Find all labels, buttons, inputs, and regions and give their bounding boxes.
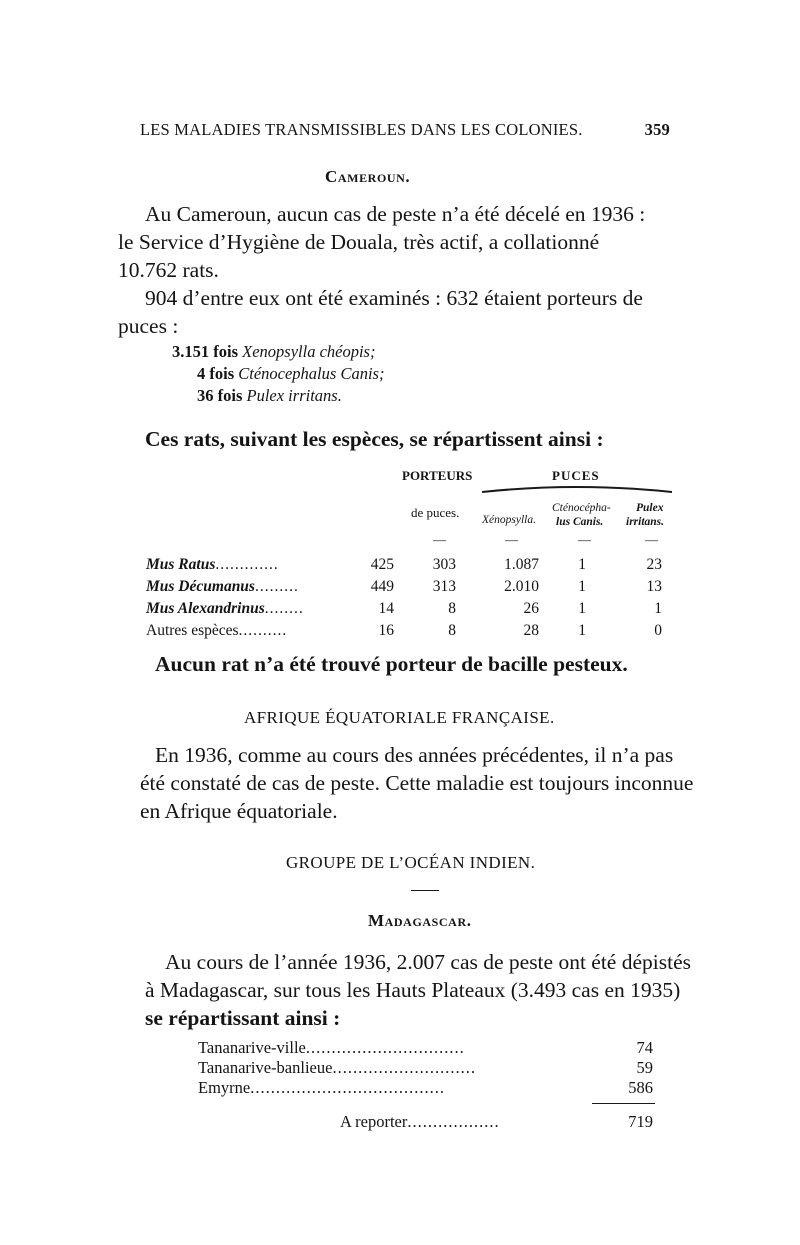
table-subheader-cteno-1: Cténocépha- bbox=[552, 502, 611, 514]
table-subheader-xeno: Xénopsylla. bbox=[482, 514, 536, 526]
table-intro: Ces rats, suivant les espèces, se répartissent ainsi : bbox=[145, 427, 604, 451]
section-heading-madagascar: Madagascar. bbox=[368, 911, 472, 930]
brace-rule bbox=[482, 484, 672, 496]
section-heading-cameroun: Cameroun. bbox=[325, 167, 411, 186]
paragraph-line: en Afrique équatoriale. bbox=[140, 799, 338, 823]
table-subheader-pulex-2: irritans. bbox=[626, 516, 665, 528]
total-rule bbox=[592, 1103, 655, 1104]
table-row: Autres espèces.......... 16 8 28 1 0 bbox=[146, 622, 662, 639]
table-row: Mus Décumanus......... 449 313 2.010 1 13 bbox=[146, 578, 662, 595]
list-item: Tananarive-ville............................... 74 bbox=[198, 1038, 653, 1057]
paragraph-line: se répartissant ainsi : bbox=[145, 1006, 341, 1030]
table-row: Mus Alexandrinus........ 14 8 26 1 1 bbox=[146, 600, 662, 617]
paragraph-line: 10.762 rats. bbox=[118, 258, 219, 282]
paragraph-line: 904 d’entre eux ont été examinés : 632 étaient porteurs de bbox=[145, 286, 643, 310]
page-number: 359 bbox=[644, 120, 670, 139]
table-subheader-pulex-1: Pulex bbox=[636, 502, 664, 514]
section-divider bbox=[411, 890, 439, 891]
list-item: Emyrne...................................... 586 bbox=[198, 1078, 653, 1097]
table-dash: — bbox=[645, 532, 658, 547]
table-row: Mus Ratus............. 425 303 1.087 1 23 bbox=[146, 556, 662, 573]
flea-list-item: 3.151 fois Xenopsylla chéopis; bbox=[172, 342, 376, 361]
list-item: Tananarive-banlieue............................ 59 bbox=[198, 1058, 653, 1077]
section-heading-ocean-indien: GROUPE DE L’OCÉAN INDIEN. bbox=[286, 853, 536, 872]
running-header-title: LES MALADIES TRANSMISSIBLES DANS LES COLONIES. bbox=[140, 120, 583, 139]
table-dash: — bbox=[578, 532, 591, 547]
paragraph-line: puces : bbox=[118, 314, 179, 338]
carry-forward-row: A reporter.................. 719 bbox=[340, 1112, 653, 1131]
table-subheader-cteno-2: lus Canis. bbox=[556, 516, 604, 528]
paragraph-line: Au Cameroun, aucun cas de peste n’a été décelé en 1936 : bbox=[145, 202, 646, 226]
flea-list-item: 36 fois Pulex irritans. bbox=[197, 386, 342, 405]
table-header-puces: PUCES bbox=[552, 468, 600, 483]
paragraph-line: le Service d’Hygiène de Douala, très actif, a collationné bbox=[118, 230, 600, 254]
table-dash: — bbox=[433, 532, 446, 547]
paragraph-line: Au cours de l’année 1936, 2.007 cas de peste ont été dépistés bbox=[165, 950, 691, 974]
flea-list-item: 4 fois Cténocephalus Canis; bbox=[197, 364, 385, 383]
paragraph-line: En 1936, comme au cours des années précédentes, il n’a pas bbox=[155, 743, 674, 767]
table-dash: — bbox=[505, 532, 518, 547]
paragraph-line: été constaté de cas de peste. Cette maladie est toujours inconnue bbox=[140, 771, 694, 795]
paragraph-line: à Madagascar, sur tous les Hauts Plateaux (3.493 cas en 1935) bbox=[145, 978, 681, 1002]
section-heading-aef: AFRIQUE ÉQUATORIALE FRANÇAISE. bbox=[244, 708, 555, 727]
conclusion-line: Aucun rat n’a été trouvé porteur de bacille pesteux. bbox=[155, 652, 628, 676]
table-header-porteurs: PORTEURS bbox=[402, 468, 473, 483]
table-subheader-porteurs: de puces. bbox=[411, 505, 460, 520]
